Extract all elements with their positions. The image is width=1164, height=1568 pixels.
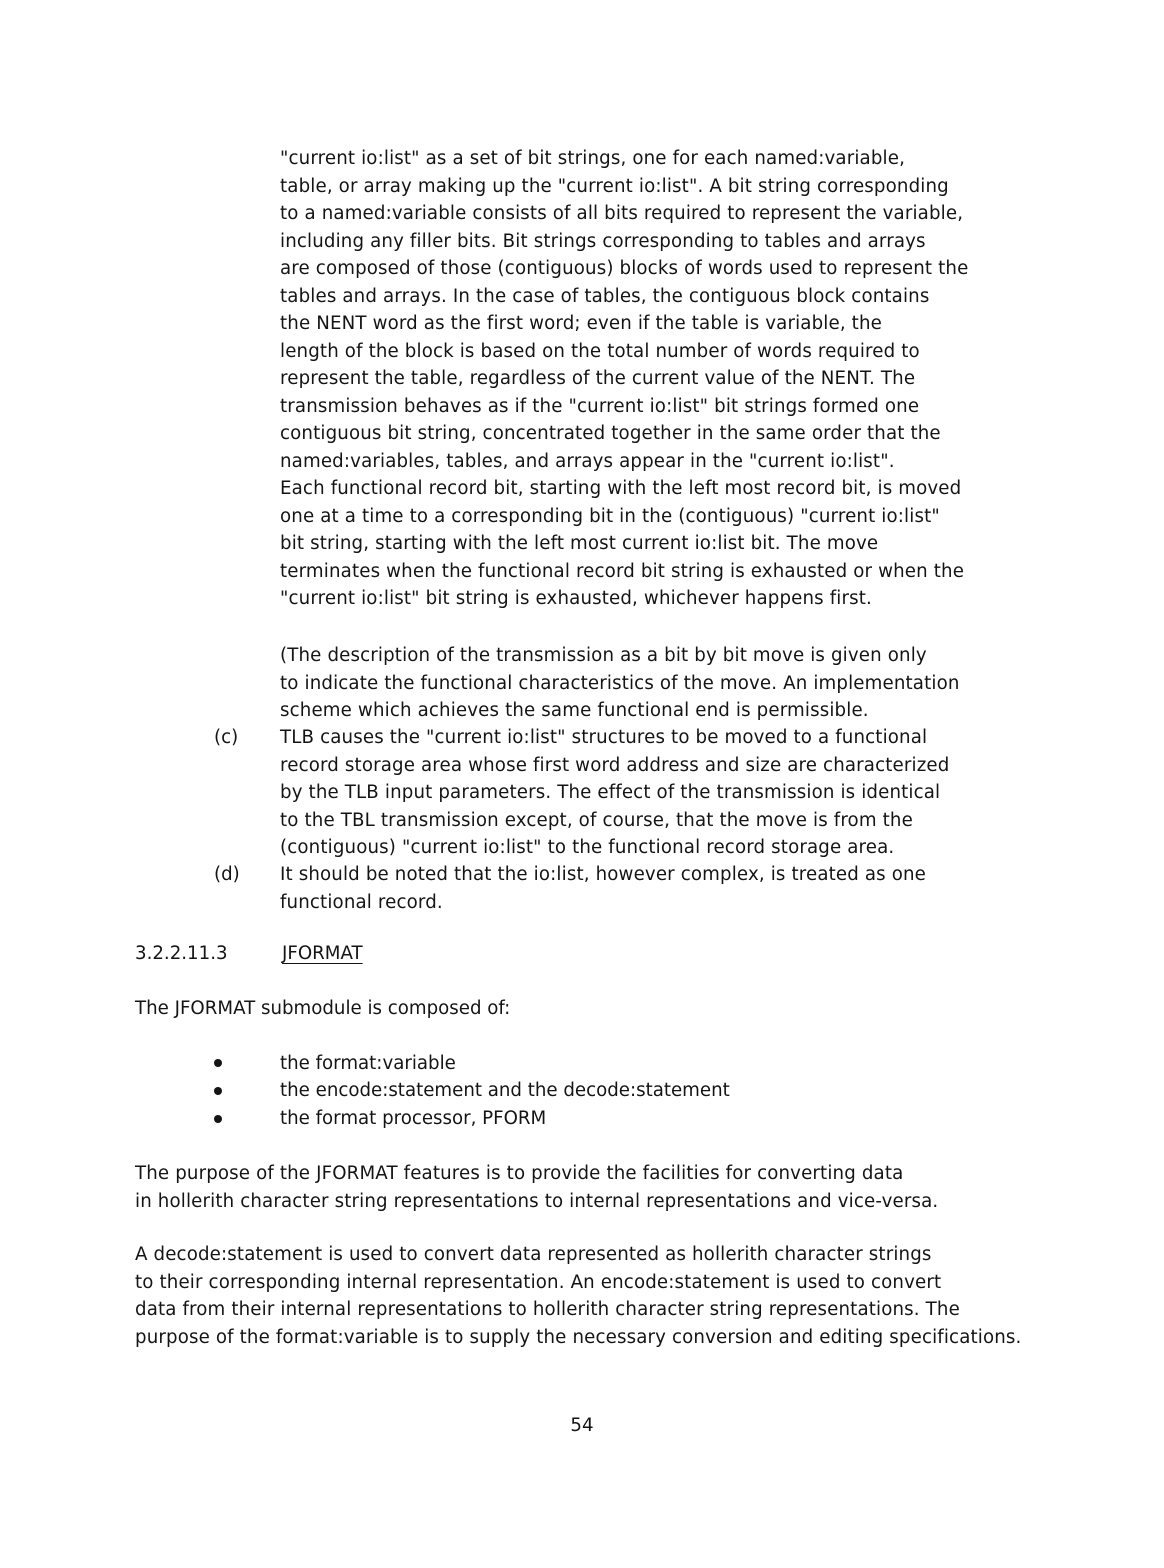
text-line: tables and arrays. In the case of tables, the contiguous block contains — [280, 285, 930, 307]
item-d-marker: (d) — [214, 864, 240, 885]
text-line: terminates when the functional record bit string is exhausted or when the — [280, 560, 965, 582]
text-line: bit string, starting with the left most current io:list bit. The move — [280, 533, 879, 554]
text-line: named:variables, tables, and arrays appear in the "current io:list". — [280, 450, 895, 472]
text-line: purpose of the format:variable is to supply the necessary conversion and editing specifications. — [135, 1326, 1022, 1348]
text-line: data from their internal representations to hollerith character string representations. The — [135, 1299, 960, 1320]
text-line: (The description of the transmission as a bit by bit move is given only — [280, 645, 927, 666]
text-line: including any filler bits. Bit strings corresponding to tables and arrays — [280, 230, 926, 252]
bullet-dot-icon — [214, 1115, 222, 1123]
text-line: are composed of those (contiguous) blocks of words used to represent the — [280, 258, 969, 279]
section-intro: The JFORMAT submodule is composed of: — [135, 998, 511, 1019]
text-line: one at a time to a corresponding bit in the (contiguous) "current io:list" — [280, 505, 940, 527]
text-line: (contiguous) "current io:list" to the functional record storage area. — [280, 837, 895, 858]
text-line: to indicate the functional characteristics of the move. An implementation — [280, 672, 960, 694]
text-line: "current io:list" bit string is exhausted, whichever happens first. — [280, 588, 872, 609]
text-line: functional record. — [280, 891, 443, 913]
section-number: 3.2.2.11.3 — [135, 943, 228, 964]
bullet-item: the format:variable — [280, 1053, 456, 1074]
text-line: to a named:variable consists of all bits required to represent the variable, — [280, 203, 964, 224]
text-line: scheme which achieves the same functional end is permissible. — [280, 700, 869, 721]
text-line: contiguous bit string, concentrated together in the same order that the — [280, 423, 941, 444]
text-line: transmission behaves as if the "current io:list" bit strings formed one — [280, 395, 920, 417]
text-line: table, or array making up the "current io:list". A bit string corresponding — [280, 175, 949, 197]
text-line: the NENT word as the first word; even if the table is variable, the — [280, 313, 882, 334]
text-line: The purpose of the JFORMAT features is to provide the facilities for converting data — [135, 1163, 904, 1184]
bullet-item: the encode:statement and the decode:statement — [280, 1080, 730, 1101]
text-line: "current io:list" as a set of bit strings, one for each named:variable, — [280, 148, 906, 169]
text-line: A decode:statement is used to convert data represented as hollerith character strings — [135, 1244, 932, 1265]
text-line: record storage area whose first word address and size are characterized — [280, 754, 950, 776]
section-title: JFORMAT — [282, 943, 363, 964]
bullet-item: the format processor, PFORM — [280, 1108, 547, 1129]
text-line: to their corresponding internal representation. An encode:statement is used to convert — [135, 1271, 942, 1293]
text-line: It should be noted that the io:list, however complex, is treated as one — [280, 864, 927, 885]
item-d-text — [280, 861, 926, 916]
page-number: 54 — [570, 1415, 594, 1436]
paragraph-purpose — [135, 1160, 938, 1215]
text-line: Each functional record bit, starting with the left most record bit, is moved — [280, 478, 962, 499]
text-line: represent the table, regardless of the current value of the NENT. The — [280, 368, 916, 389]
text-line: to the TBL transmission except, of course, that the move is from the — [280, 809, 913, 831]
text-line: by the TLB input parameters. The effect of the transmission is identical — [280, 782, 941, 803]
text-line: in hollerith character string representations to internal representations and vice-versa. — [135, 1190, 939, 1212]
bullet-dot-icon — [214, 1087, 222, 1095]
bullet-dot-icon — [214, 1059, 222, 1067]
paragraph-decode-encode — [135, 1241, 1022, 1351]
paragraph-note — [280, 642, 960, 725]
item-c-text — [280, 724, 949, 862]
item-c-marker: (c) — [214, 727, 239, 748]
text-line: TLB causes the "current io:list" structures to be moved to a functional — [280, 727, 928, 748]
paragraph-bit-strings — [280, 145, 968, 613]
text-line: length of the block is based on the total number of words required to — [280, 340, 920, 362]
